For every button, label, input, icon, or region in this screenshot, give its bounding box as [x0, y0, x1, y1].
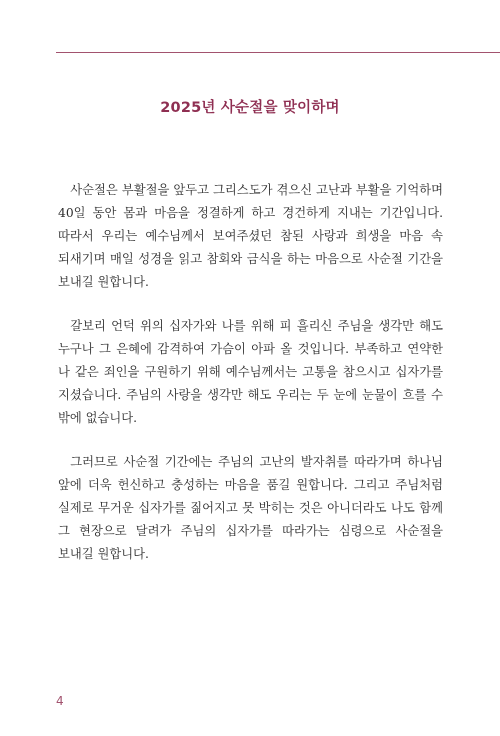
page-title: 2025년 사순절을 맞이하며 [160, 99, 340, 116]
body-text [58, 179, 443, 587]
page-number: 4 [56, 694, 64, 708]
paragraph: 사순절은 부활절을 앞두고 그리스도가 겪으신 고난과 부활을 기억하며 40일 동안 몸과 마음을 정결하게 하고 경건하게 지내는 기간입니다. 따라서 우리는 예수님께서 보여주셨던 참된 사랑과 희생을 마음 속 되새기며 매일 성경을 읽고 참회와 금식을 하는 마음으로 사순절 기간을 보내길 원합니다. [58, 183, 443, 289]
paragraph: 갈보리 언덕 위의 십자가와 나를 위해 피 흘리신 주님을 생각만 해도 누구나 그 은혜에 감격하여 가슴이 아파 올 것입니다. 부족하고 연약한 나 같은 죄인을 구원하기 위해 예수님께서는 고통을 참으시고 십자가를 지셨습니다. 주님의 사랑을 생각만 해도 우리는 두 눈에 눈물이 흐를 수 밖에 없습니다. [58, 319, 443, 425]
paragraph: 그러므로 사순절 기간에는 주님의 고난의 발자취를 따라가며 하나님 앞에 더욱 헌신하고 충성하는 마음을 품길 원합니다. 그리고 주님처럼 실제로 무거운 십자가를 짊어지고 못 박히는 것은 아니더라도 나도 함께 그 현장으로 달려가 주님의 십자가를 따라가는 심령으로 사순절을 보내길 원합니다. [58, 455, 443, 561]
top-divider [56, 52, 500, 53]
